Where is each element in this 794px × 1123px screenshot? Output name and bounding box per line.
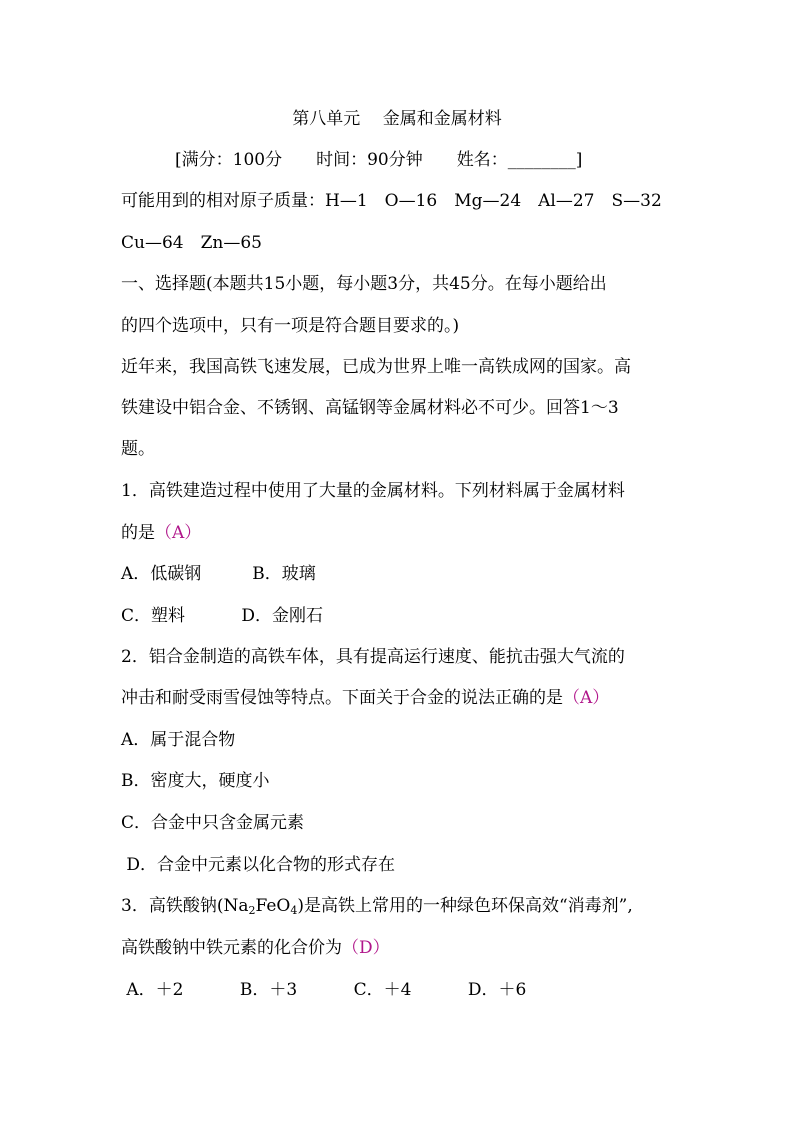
page-title: 第八单元 金属和金属材料 — [292, 109, 502, 129]
question-1-stem-text: 的是 — [121, 523, 155, 543]
question-3-options-row: A．＋2 B．＋3 C．＋4 D．＋6 — [121, 980, 527, 1000]
exam-meta: [满分：100分 时间：90分钟 姓名：________] — [175, 150, 583, 170]
question-2-answer: （A） — [563, 688, 610, 708]
question-3-stem-mid: FeO — [255, 896, 291, 916]
question-2-option-b: B．密度大，硬度小 — [121, 771, 270, 791]
question-1-stem-line-2 — [121, 523, 201, 543]
section-heading-line-2: 的四个选项中，只有一项是符合题目要求的。) — [121, 316, 460, 336]
question-3-subscript-2: 4 — [290, 904, 298, 917]
atomic-masses-line-2: Cu—64 Zn—65 — [121, 233, 262, 253]
question-1-options-row-1: A．低碳钢 B．玻璃 — [121, 564, 316, 584]
question-3-subscript-1: 2 — [248, 904, 256, 917]
question-2-stem-text: 冲击和耐受雨雪侵蚀等特点。下面关于合金的说法正确的是 — [121, 688, 563, 708]
question-3-answer: （D） — [342, 938, 390, 958]
question-2-stem-line-1: 2．铝合金制造的高铁车体，具有提高运行速度、能抗击强大气流的 — [121, 647, 625, 667]
atomic-masses-line-1: 可能用到的相对原子质量：H—1 O—16 Mg—24 Al—27 S—32 — [121, 191, 662, 211]
question-2-option-a: A．属于混合物 — [121, 730, 236, 750]
intro-line-1: 近年来，我国高铁飞速发展，已成为世界上唯一高铁成网的国家。高 — [121, 357, 631, 377]
question-3-stem-pre: 3．高铁酸钠(Na — [121, 896, 249, 916]
question-3-stem-line-1 — [121, 896, 633, 916]
question-2-option-d: D．合金中元素以化合物的形式存在 — [121, 855, 396, 875]
question-1-options-row-2: C．塑料 D．金刚石 — [121, 606, 324, 626]
question-1-answer: （A） — [155, 523, 202, 543]
question-3-stem-text: 高铁酸钠中铁元素的化合价为 — [121, 938, 342, 958]
question-2-option-c: C．合金中只含金属元素 — [121, 813, 305, 833]
question-3-stem-line-2 — [121, 938, 390, 958]
section-heading-line-1: 一、选择题(本题共15小题，每小题3分，共45分。在每小题给出 — [121, 274, 607, 294]
intro-line-3: 题。 — [121, 439, 155, 459]
intro-line-2: 铁建设中铝合金、不锈钢、高锰钢等金属材料必不可少。回答1～3 — [121, 398, 619, 418]
question-1-stem-line-1: 1．高铁建造过程中使用了大量的金属材料。下列材料属于金属材料 — [121, 481, 625, 501]
question-2-stem-line-2 — [121, 688, 609, 708]
question-3-stem-post: )是高铁上常用的一种绿色环保高效“消毒剂”, — [297, 896, 633, 916]
